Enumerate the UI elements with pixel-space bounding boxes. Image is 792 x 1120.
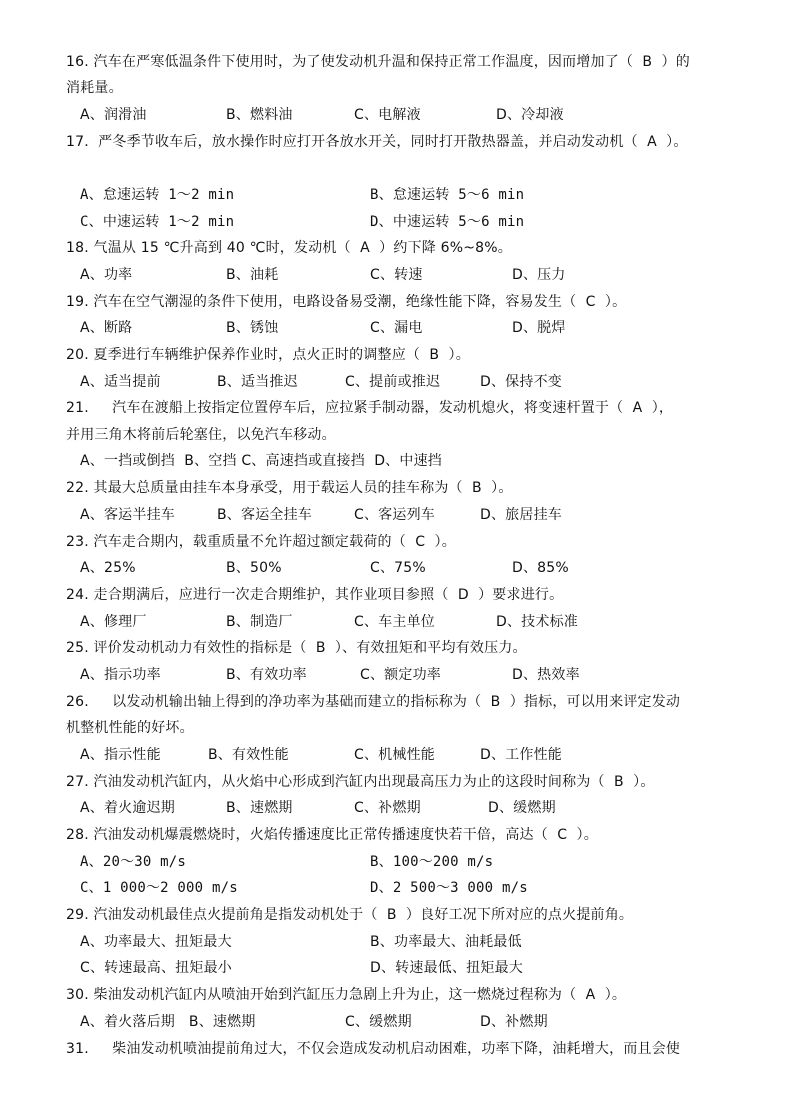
question-22-option-c: C、客运列车 [354, 507, 435, 523]
question-28-option-b: B、100～200 m/s [370, 854, 494, 870]
question-29-stem: 29. 汽油发动机最佳点火提前角是指发动机处于（ B ）良好工况下所对应的点火提前角。 [66, 907, 634, 923]
question-29-option-a: A、功率最大、扭矩最大 [80, 934, 232, 950]
question-23-option-a: A、25% [80, 560, 136, 576]
question-23-option-c: C、75% [370, 560, 426, 576]
question-31-stem: 31. 柴油发动机喷油提前角过大，不仅会造成发动机启动困难，功率下降，油耗增大，而且会使 [66, 1041, 681, 1057]
question-23-stem: 23. 汽车走合期内，载重质量不允许超过额定载荷的（ C ）。 [66, 534, 456, 550]
question-17-option-b: B、怠速运转 5～6 min [370, 187, 525, 203]
question-27-option-c: C、补燃期 [354, 800, 421, 816]
question-24-option-d: D、技术标准 [496, 614, 578, 630]
question-19-option-a: A、断路 [80, 320, 133, 336]
question-16-option-c: C、电解液 [354, 107, 421, 123]
question-27-option-a: A、着火逾迟期 [80, 800, 175, 816]
question-24-option-b: B、制造厂 [226, 614, 293, 630]
question-25-option-c: C、额定功率 [360, 667, 441, 683]
question-19-option-c: C、漏电 [370, 320, 423, 336]
question-24-option-a: A、修理厂 [80, 614, 147, 630]
question-28-option-c: C、1 000～2 000 m/s [80, 880, 238, 896]
question-18-option-b: B、油耗 [226, 267, 279, 283]
question-25-option-b: B、有效功率 [226, 667, 307, 683]
question-22-option-b: B、客运全挂车 [217, 507, 313, 523]
question-30-option-c: C、缓燃期 [345, 1014, 412, 1030]
question-26-stem-cont: 机整机性能的好坏。 [66, 720, 194, 736]
question-26-option-a: A、指示性能 [80, 747, 161, 763]
question-29-option-b: B、功率最大、油耗最低 [370, 934, 522, 950]
question-21-stem-cont: 并用三角木将前后轮塞住，以免汽车移动。 [66, 427, 336, 443]
question-19-option-b: B、锈蚀 [226, 320, 279, 336]
question-25-option-a: A、指示功率 [80, 667, 161, 683]
question-16-option-a: A、润滑油 [80, 107, 147, 123]
question-21-options: A、一挡或倒挡 B、空挡 C、高速挡或直接挡 D、中速挡 [80, 453, 442, 469]
question-30-stem: 30. 柴油发动机汽缸内从喷油开始到汽缸压力急剧上升为止，这一燃烧过程称为（ A ）。 [66, 987, 627, 1003]
question-17-option-c: C、中速运转 1～2 min [80, 214, 235, 230]
question-22-option-a: A、客运半挂车 [80, 507, 175, 523]
question-30-option-d: D、补燃期 [480, 1014, 548, 1030]
question-29-option-d: D、转速最低、扭矩最大 [370, 960, 523, 976]
question-20-stem: 20. 夏季进行车辆维护保养作业时，点火正时的调整应（ B ）。 [66, 347, 470, 363]
question-28-option-d: D、2 500～3 000 m/s [370, 880, 528, 896]
question-20-option-b: B、适当推迟 [217, 374, 298, 390]
question-24-stem: 24. 走合期满后，应进行一次走合期维护，其作业项目参照（ D ）要求进行。 [66, 587, 564, 603]
question-17-stem: 17. 严冬季节收车后，放水操作时应打开各放水开关，同时打开散热器盖，并启动发动机（ A ）。 [66, 134, 688, 150]
question-21-stem: 21. 汽车在渡船上按指定位置停车后，应拉紧手制动器，发动机熄火，将变速杆置于（ A ）， [66, 400, 674, 416]
question-17-option-a: A、怠速运转 1～2 min [80, 187, 235, 203]
question-27-option-b: B、速燃期 [226, 800, 293, 816]
question-27-option-d: D、缓燃期 [488, 800, 556, 816]
question-27-stem: 27. 汽油发动机汽缸内，从火焰中心形成到汽缸内出现最高压力为止的这段时间称为（ B ）。 [66, 774, 655, 790]
question-19-option-d: D、脱焊 [512, 320, 566, 336]
question-18-option-c: C、转速 [370, 267, 423, 283]
question-23-option-d: D、85% [512, 560, 569, 576]
question-22-stem: 22. 其最大总质量由挂车本身承受，用于载运人员的挂车称为（ B ）。 [66, 480, 513, 496]
question-17-option-d: D、中速运转 5～6 min [370, 214, 525, 230]
question-30-option-ab: A、着火落后期 B、速燃期 [80, 1014, 256, 1030]
question-16-option-b: B、燃料油 [226, 107, 293, 123]
question-25-option-d: D、热效率 [512, 667, 580, 683]
question-29-option-c: C、转速最高、扭矩最小 [80, 960, 232, 976]
question-18-stem: 18. 气温从 15 ℃升高到 40 ℃时，发动机（ A ）约下降 6%~8%。 [66, 240, 512, 256]
question-18-option-a: A、功率 [80, 267, 133, 283]
question-28-option-a: A、20～30 m/s [80, 854, 187, 870]
question-25-stem: 25. 评价发动机动力有效性的指标是（ B ）、有效扭矩和平均有效压力。 [66, 640, 527, 656]
question-26-option-b: B、有效性能 [208, 747, 289, 763]
question-26-option-c: C、机械性能 [354, 747, 435, 763]
question-23-option-b: B、50% [226, 560, 282, 576]
question-16-stem: 16. 汽车在严寒低温条件下使用时，为了使发动机升温和保持正常工作温度，因而增加了（ B ）的 [66, 54, 690, 70]
question-16-option-d: D、冷却液 [496, 107, 564, 123]
question-26-option-d: D、工作性能 [480, 747, 562, 763]
question-24-option-c: C、车主单位 [354, 614, 435, 630]
question-26-stem: 26. 以发动机输出轴上得到的净功率为基础而建立的指标称为（ B ）指标，可以用来评定发动 [66, 694, 681, 710]
question-20-option-d: D、保持不变 [480, 374, 562, 390]
question-18-option-d: D、压力 [512, 267, 566, 283]
question-19-stem: 19. 汽车在空气潮湿的条件下使用，电路设备易受潮，绝缘性能下降，容易发生（ C ）。 [66, 294, 627, 310]
question-22-option-d: D、旅居挂车 [480, 507, 562, 523]
question-20-option-a: A、适当提前 [80, 374, 161, 390]
question-16-stem-cont: 消耗量。 [66, 80, 123, 96]
question-28-stem: 28. 汽油发动机爆震燃烧时，火焰传播速度比正常传播速度快若干倍，高达（ C ）。 [66, 827, 598, 843]
question-20-option-c: C、提前或推迟 [345, 374, 441, 390]
